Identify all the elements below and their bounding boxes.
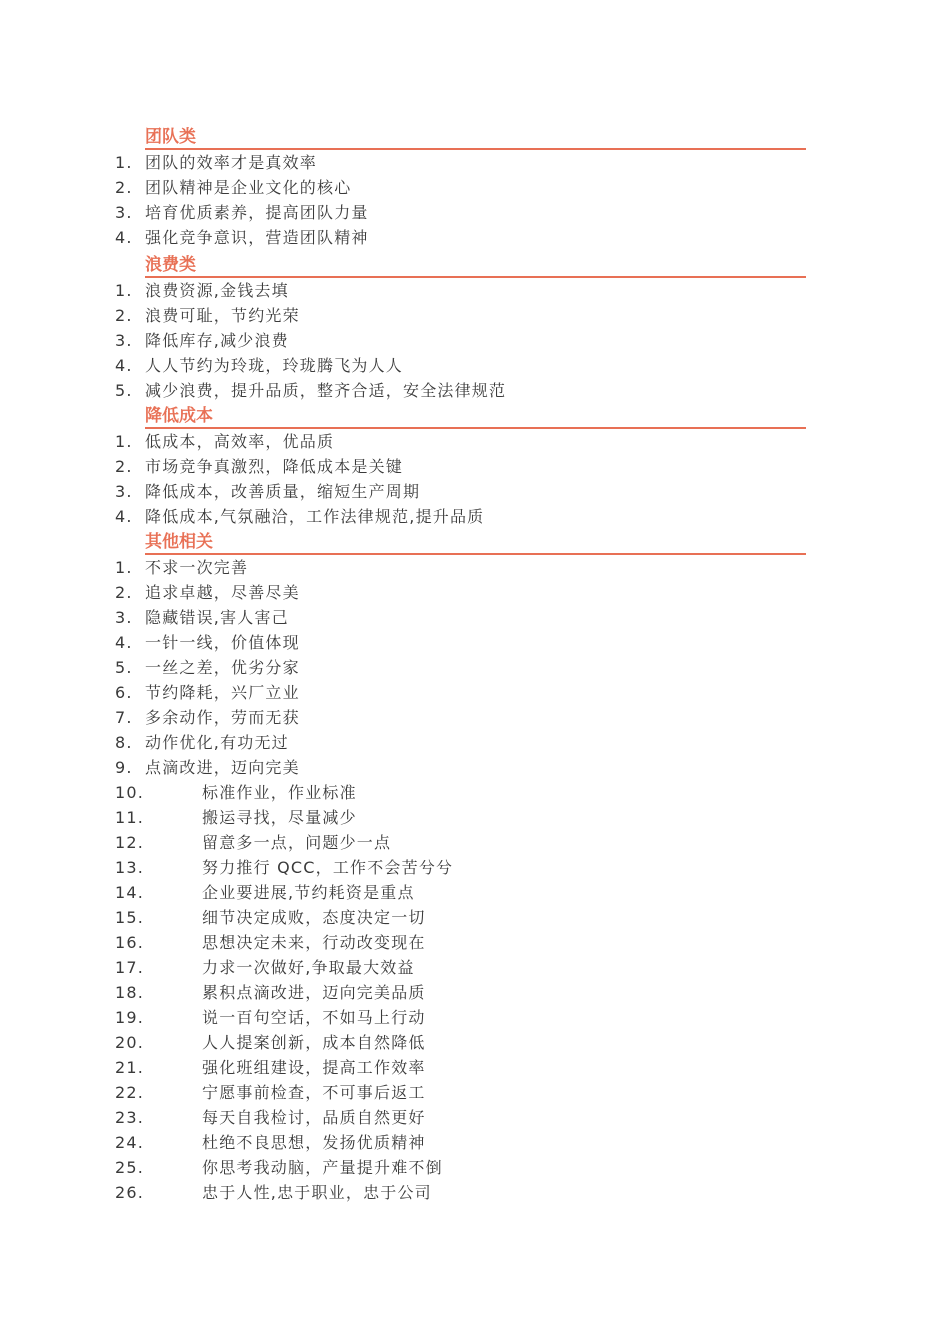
list-item [0, 730, 950, 755]
section-list [0, 429, 950, 529]
item-text: 追求卓越，尽善尽美 [145, 583, 300, 602]
item-number: 2. [115, 178, 133, 197]
item-number: 15. [115, 908, 145, 927]
item-text: 节约降耗，兴厂立业 [145, 683, 300, 702]
section-title: 浪费类 [145, 254, 806, 278]
section-title: 降低成本 [145, 405, 806, 429]
list-item [0, 680, 950, 705]
item-text: 留意多一点，问题少一点 [202, 833, 392, 852]
list-item [0, 225, 950, 250]
item-number: 1. [115, 281, 133, 300]
item-number: 2. [115, 583, 133, 602]
item-text: 隐藏错误,害人害己 [145, 608, 289, 627]
list-item [0, 630, 950, 655]
item-number: 10. [115, 783, 145, 802]
list-item [0, 1005, 950, 1030]
item-text: 累积点滴改进，迈向完美品质 [202, 983, 426, 1002]
item-text: 多余动作，劳而无获 [145, 708, 300, 727]
item-text: 一针一线，价值体现 [145, 633, 300, 652]
list-item [0, 150, 950, 175]
item-number: 4. [115, 356, 133, 375]
item-number: 19. [115, 1008, 145, 1027]
item-number: 25. [115, 1158, 145, 1177]
item-text: 低成本，高效率，优品质 [145, 432, 335, 451]
item-text: 强化班组建设，提高工作效率 [202, 1058, 426, 1077]
item-text: 市场竞争真激烈，降低成本是关键 [145, 457, 404, 476]
list-item [0, 880, 950, 905]
item-number: 16. [115, 933, 145, 952]
item-text: 杜绝不良思想，发扬优质精神 [202, 1133, 426, 1152]
list-item [0, 855, 950, 880]
section-list [0, 555, 950, 1205]
item-number: 21. [115, 1058, 145, 1077]
item-text: 标准作业，作业标准 [202, 783, 357, 802]
list-item [0, 454, 950, 479]
item-number: 24. [115, 1133, 145, 1152]
list-item [0, 830, 950, 855]
item-text: 降低库存,减少浪费 [145, 331, 289, 350]
item-number: 1. [115, 558, 133, 577]
item-number: 14. [115, 883, 145, 902]
section-list [0, 278, 950, 403]
item-number: 1. [115, 432, 133, 451]
item-text: 你思考我动脑，产量提升难不倒 [202, 1158, 443, 1177]
item-number: 3. [115, 608, 133, 627]
list-item [0, 1180, 950, 1205]
list-item [0, 1055, 950, 1080]
item-number: 3. [115, 203, 133, 222]
item-text: 努力推行 QCC，工作不会苦兮兮 [202, 858, 454, 877]
section-1 [0, 254, 950, 403]
list-item [0, 175, 950, 200]
item-number: 8. [115, 733, 133, 752]
item-number: 9. [115, 758, 133, 777]
list-item [0, 1105, 950, 1130]
item-text: 搬运寻找，尽量减少 [202, 808, 357, 827]
section-list [0, 150, 950, 250]
list-item [0, 303, 950, 328]
item-number: 3. [115, 331, 133, 350]
item-number: 3. [115, 482, 133, 501]
item-number: 13. [115, 858, 145, 877]
item-text: 培育优质素养，提高团队力量 [145, 203, 369, 222]
item-text: 团队精神是企业文化的核心 [145, 178, 352, 197]
list-item [0, 605, 950, 630]
list-item [0, 1080, 950, 1105]
list-item [0, 655, 950, 680]
item-text: 浪费可耻，节约光荣 [145, 306, 300, 325]
item-text: 强化竞争意识，营造团队精神 [145, 228, 369, 247]
item-number: 4. [115, 507, 133, 526]
item-text: 力求一次做好,争取最大效益 [202, 958, 415, 977]
item-number: 1. [115, 153, 133, 172]
item-number: 5. [115, 658, 133, 677]
item-number: 12. [115, 833, 145, 852]
list-item [0, 429, 950, 454]
list-item [0, 905, 950, 930]
list-item [0, 504, 950, 529]
list-item [0, 328, 950, 353]
item-text: 说一百句空话，不如马上行动 [202, 1008, 426, 1027]
list-item [0, 378, 950, 403]
list-item [0, 1130, 950, 1155]
item-text: 忠于人性,忠于职业，忠于公司 [202, 1183, 432, 1202]
section-title: 其他相关 [145, 531, 806, 555]
list-item [0, 580, 950, 605]
item-number: 7. [115, 708, 133, 727]
item-number: 18. [115, 983, 145, 1002]
item-text: 人人节约为玲珑，玲珑腾飞为人人 [145, 356, 404, 375]
item-number: 20. [115, 1033, 145, 1052]
list-item [0, 200, 950, 225]
item-number: 2. [115, 457, 133, 476]
list-item [0, 980, 950, 1005]
item-text: 浪费资源,金钱去填 [145, 281, 289, 300]
item-number: 22. [115, 1083, 145, 1102]
item-text: 不求一次完善 [145, 558, 249, 577]
list-item [0, 755, 950, 780]
list-item [0, 1155, 950, 1180]
list-item [0, 353, 950, 378]
item-number: 2. [115, 306, 133, 325]
item-text: 降低成本,气氛融洽，工作法律规范,提升品质 [145, 507, 485, 526]
section-title: 团队类 [145, 126, 806, 150]
item-number: 23. [115, 1108, 145, 1127]
list-item [0, 805, 950, 830]
section-3 [0, 531, 950, 1205]
list-item [0, 555, 950, 580]
item-number: 26. [115, 1183, 145, 1202]
item-text: 宁愿事前检查，不可事后返工 [202, 1083, 426, 1102]
list-item [0, 705, 950, 730]
item-text: 团队的效率才是真效率 [145, 153, 318, 172]
item-text: 思想决定未来，行动改变现在 [202, 933, 426, 952]
item-text: 一丝之差，优劣分家 [145, 658, 300, 677]
list-item [0, 955, 950, 980]
section-0 [0, 126, 950, 250]
list-item [0, 278, 950, 303]
list-item [0, 1030, 950, 1055]
item-text: 企业要进展,节约耗资是重点 [202, 883, 415, 902]
item-number: 4. [115, 633, 133, 652]
section-2 [0, 405, 950, 529]
item-text: 点滴改进，迈向完美 [145, 758, 300, 777]
list-item [0, 930, 950, 955]
item-text: 每天自我检讨，品质自然更好 [202, 1108, 426, 1127]
item-text: 动作优化,有功无过 [145, 733, 289, 752]
item-text: 细节决定成败，态度决定一切 [202, 908, 426, 927]
item-number: 5. [115, 381, 133, 400]
item-text: 降低成本，改善质量，缩短生产周期 [145, 482, 421, 501]
list-item [0, 479, 950, 504]
item-number: 11. [115, 808, 145, 827]
item-number: 17. [115, 958, 145, 977]
item-number: 4. [115, 228, 133, 247]
item-text: 人人提案创新，成本自然降低 [202, 1033, 426, 1052]
item-number: 6. [115, 683, 133, 702]
list-item [0, 780, 950, 805]
item-text: 减少浪费，提升品质，整齐合适，安全法律规范 [145, 381, 507, 400]
